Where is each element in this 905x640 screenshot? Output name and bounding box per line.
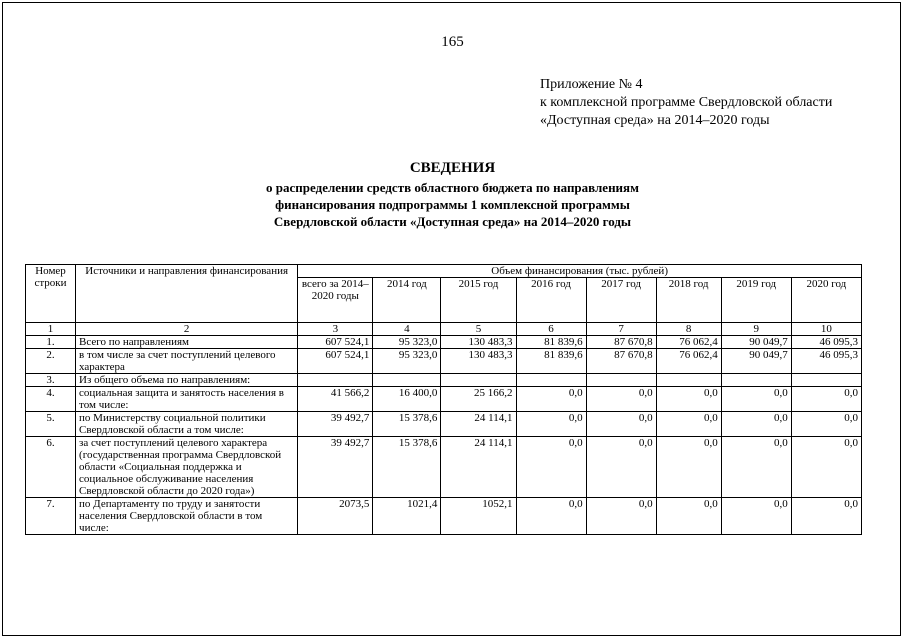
table-row [26, 349, 862, 374]
value-cell: 0,0 [586, 498, 656, 535]
column-number: 7 [586, 323, 656, 336]
header-year: 2018 год [656, 278, 721, 323]
value-cell: 0,0 [586, 412, 656, 437]
value-cell: 0,0 [791, 412, 861, 437]
financing-table [25, 264, 862, 535]
column-number: 10 [791, 323, 861, 336]
row-name-cell: Всего по направлениям [76, 336, 298, 349]
column-number: 1 [26, 323, 76, 336]
appendix-line-3: «Доступная среда» на 2014–2020 годы [540, 113, 770, 128]
value-cell [586, 374, 656, 387]
column-number: 8 [656, 323, 721, 336]
value-cell: 607 524,1 [298, 349, 373, 374]
header-year: 2016 год [516, 278, 586, 323]
appendix-note [540, 76, 832, 130]
value-cell: 607 524,1 [298, 336, 373, 349]
row-name-cell: в том числе за счет поступлений целевого характера [76, 349, 298, 374]
header-row-1 [26, 265, 862, 278]
value-cell [516, 374, 586, 387]
value-cell: 2073,5 [298, 498, 373, 535]
value-cell: 25 166,2 [441, 387, 516, 412]
row-number-cell: 3. [26, 374, 76, 387]
row-name-cell: по Департаменту по труду и занятости населения Свердловской области в том числе: [76, 498, 298, 535]
subtitle-line-3: Свердловской области «Доступная среда» на 2014–2020 годы [273, 214, 632, 229]
value-cell: 0,0 [516, 437, 586, 498]
column-number: 5 [441, 323, 516, 336]
value-cell: 0,0 [516, 498, 586, 535]
row-number-cell: 7. [26, 498, 76, 535]
header-sources: Источники и направления финансирования [76, 265, 298, 323]
header-volume: Объем финансирования (тыс. рублей) [298, 265, 862, 278]
page-number: 165 [441, 34, 464, 50]
header-year: 2020 год [791, 278, 861, 323]
value-cell: 130 483,3 [441, 336, 516, 349]
table-row [26, 374, 862, 387]
row-name-cell: социальная защита и занятость населения в том числе: [76, 387, 298, 412]
value-cell: 0,0 [791, 498, 861, 535]
column-number-row [26, 323, 862, 336]
column-number: 3 [298, 323, 373, 336]
subtitle-line-1: о распределении средств областного бюджета по направлениям [266, 180, 639, 195]
value-cell [441, 374, 516, 387]
value-cell [791, 374, 861, 387]
table-row [26, 437, 862, 498]
value-cell: 76 062,4 [656, 349, 721, 374]
value-cell: 87 670,8 [586, 336, 656, 349]
header-row-number: Номер строки [26, 265, 76, 323]
value-cell: 15 378,6 [373, 412, 441, 437]
value-cell: 24 114,1 [441, 412, 516, 437]
value-cell: 0,0 [586, 437, 656, 498]
table-row [26, 336, 862, 349]
value-cell: 0,0 [656, 412, 721, 437]
header-year: 2015 год [441, 278, 516, 323]
value-cell: 1021,4 [373, 498, 441, 535]
value-cell: 0,0 [516, 387, 586, 412]
value-cell: 46 095,3 [791, 336, 861, 349]
value-cell [298, 374, 373, 387]
row-name-cell: по Министерству социальной политики Свердловской области а том числе: [76, 412, 298, 437]
value-cell: 15 378,6 [373, 437, 441, 498]
value-cell: 81 839,6 [516, 336, 586, 349]
subtitle-line-2: финансирования подпрограммы 1 комплексной программы [275, 197, 630, 212]
value-cell: 87 670,8 [586, 349, 656, 374]
table-row [26, 412, 862, 437]
row-name-cell: Из общего объема по направлениям: [76, 374, 298, 387]
row-number-cell: 5. [26, 412, 76, 437]
value-cell: 95 323,0 [373, 336, 441, 349]
value-cell [721, 374, 791, 387]
value-cell: 39 492,7 [298, 412, 373, 437]
value-cell [373, 374, 441, 387]
value-cell: 0,0 [721, 387, 791, 412]
appendix-line-1: Приложение № 4 [540, 77, 643, 92]
value-cell: 0,0 [791, 387, 861, 412]
value-cell: 0,0 [516, 412, 586, 437]
document-title: СВЕДЕНИЯ [409, 160, 496, 176]
value-cell [656, 374, 721, 387]
document-subtitle [0, 179, 905, 230]
value-cell: 39 492,7 [298, 437, 373, 498]
value-cell: 41 566,2 [298, 387, 373, 412]
value-cell: 0,0 [721, 437, 791, 498]
header-total: всего за 2014–2020 годы [298, 278, 373, 323]
row-number-cell: 6. [26, 437, 76, 498]
column-number: 6 [516, 323, 586, 336]
value-cell: 0,0 [721, 412, 791, 437]
value-cell: 76 062,4 [656, 336, 721, 349]
value-cell: 24 114,1 [441, 437, 516, 498]
value-cell: 81 839,6 [516, 349, 586, 374]
column-number: 4 [373, 323, 441, 336]
value-cell: 130 483,3 [441, 349, 516, 374]
row-name-cell: за счет поступлений целевого характера (государственная программа Свердловской области «Социальная поддержка и социальное обслуживание населения Свердловской области до 2020 года») [76, 437, 298, 498]
column-number: 2 [76, 323, 298, 336]
column-number: 9 [721, 323, 791, 336]
value-cell: 0,0 [656, 437, 721, 498]
table-row [26, 498, 862, 535]
value-cell: 0,0 [656, 387, 721, 412]
row-number-cell: 2. [26, 349, 76, 374]
value-cell: 1052,1 [441, 498, 516, 535]
header-year: 2017 год [586, 278, 656, 323]
table-row [26, 387, 862, 412]
row-number-cell: 1. [26, 336, 76, 349]
value-cell: 0,0 [656, 498, 721, 535]
value-cell: 90 049,7 [721, 336, 791, 349]
appendix-line-2: к комплексной программе Свердловской области [540, 95, 833, 110]
value-cell: 90 049,7 [721, 349, 791, 374]
value-cell: 46 095,3 [791, 349, 861, 374]
row-number-cell: 4. [26, 387, 76, 412]
value-cell: 16 400,0 [373, 387, 441, 412]
header-year: 2014 год [373, 278, 441, 323]
value-cell: 95 323,0 [373, 349, 441, 374]
value-cell: 0,0 [791, 437, 861, 498]
value-cell: 0,0 [586, 387, 656, 412]
value-cell: 0,0 [721, 498, 791, 535]
header-year: 2019 год [721, 278, 791, 323]
